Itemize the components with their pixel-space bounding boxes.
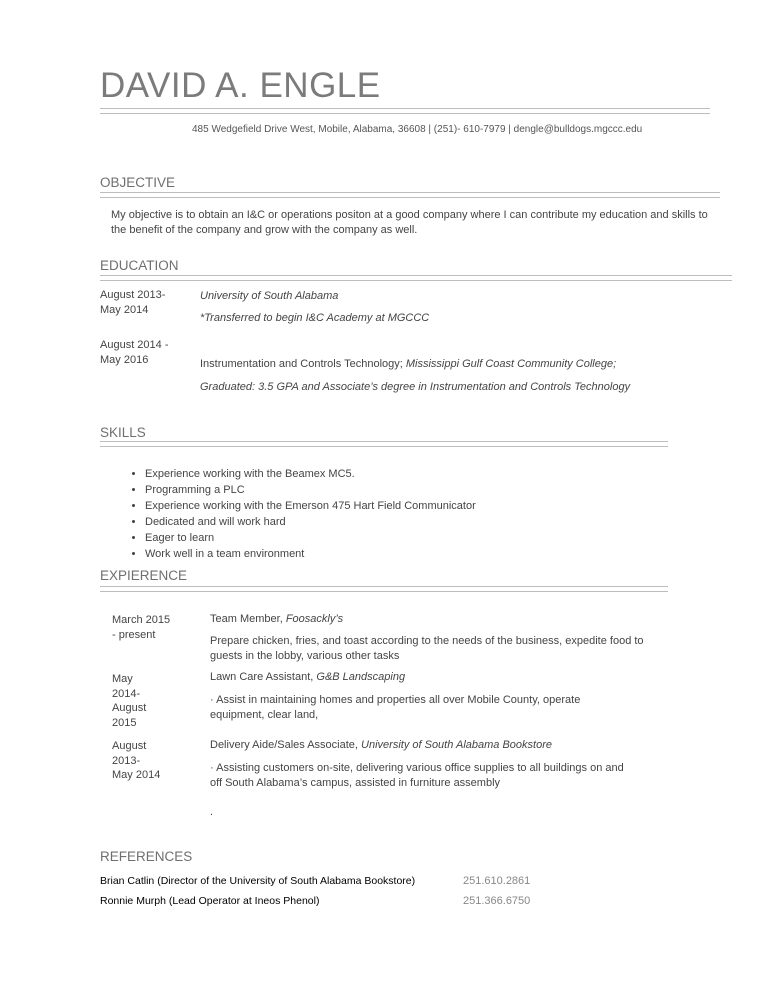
education-date-1: August 2013- May 2014: [100, 289, 166, 316]
experience-description-2: · Assist in maintaining homes and properties all over Mobile County, operate equipment, clear land,: [210, 694, 581, 721]
reference-name-1: Brian Catlin (Director of the University of South Alabama Bookstore): [100, 875, 416, 887]
experience-date-1: March 2015 - present: [112, 614, 171, 641]
experience-divider: [100, 586, 668, 592]
name-divider: [100, 108, 710, 114]
reference-name-2: Ronnie Murph (Lead Operator at Ineos Phenol): [100, 895, 320, 907]
education-program-2: Instrumentation and Controls Technology;: [200, 358, 406, 370]
reference-phone-1: 251.610.2861: [463, 875, 531, 887]
contact-info: 485 Wedgefield Drive West, Mobile, Alabama, 36608 | (251)- 610-7979 | dengle@bulldogs.mgccc.edu: [192, 124, 643, 135]
resume-name: DAVID A. ENGLE: [100, 66, 381, 105]
experience-title-2: [210, 670, 405, 685]
education-divider: [100, 275, 732, 281]
experience-description-3: · Assisting customers on-site, delivering various office supplies to all buildings on and off South Alabama’s campus, assisted in furniture assembly: [210, 762, 624, 789]
experience-employer-3: University of South Alabama Bookstore: [361, 739, 552, 751]
experience-heading: EXPIERENCE: [100, 568, 188, 583]
education-school-1: University of South Alabama: [200, 290, 339, 302]
skill-item: • Programming a PLC: [145, 482, 476, 498]
objective-text: My objective is to obtain an I&C or operations positon at a good company where I can contribute my education and skills to the benefit of the company and grow with the company as well.: [111, 209, 708, 236]
experience-date-2: May 2014- August 2015: [112, 673, 147, 729]
education-note-2: Graduated: 3.5 GPA and Associate’s degree in Instrumentation and Controls Technology: [200, 381, 631, 393]
experience-employer-2: G&B Landscaping: [316, 671, 406, 683]
education-entry-2: [200, 357, 616, 372]
experience-role-3: Delivery Aide/Sales Associate,: [210, 739, 362, 751]
education-date-2: August 2014 -May 2016: [100, 339, 169, 366]
experience-title-1: [210, 612, 343, 627]
references-heading: REFERENCES: [100, 849, 193, 864]
experience-date-3: August 2013- May 2014: [112, 740, 161, 781]
experience-role-2: Lawn Care Assistant,: [210, 671, 317, 683]
objective-heading: OBJECTIVE: [100, 175, 176, 190]
skills-divider: [100, 441, 668, 447]
experience-role-1: Team Member,: [210, 613, 286, 625]
experience-title-3: [210, 738, 552, 753]
objective-divider: [100, 192, 720, 198]
experience-description-1: Prepare chicken, fries, and toast according to the needs of the business, expedite food to guests in the lobby, various other tasks: [210, 635, 644, 662]
education-heading: EDUCATION: [100, 258, 179, 273]
education-note-1: *Transferred to begin I&C Academy at MGCCC: [200, 312, 430, 324]
skill-item: • Eager to learn: [145, 530, 476, 546]
skill-item: • Work well in a team environment: [145, 546, 476, 562]
skills-list: [100, 466, 476, 562]
education-school-2: Mississippi Gulf Coast Community College;: [405, 358, 617, 370]
skill-item: • Experience working with the Emerson 475 Hart Field Communicator: [145, 498, 476, 514]
skills-heading: SKILLS: [100, 425, 146, 440]
reference-phone-2: 251.366.6750: [463, 895, 531, 907]
experience-employer-1: Foosackly’s: [285, 613, 344, 625]
experience-trailing-dot: .: [210, 806, 214, 818]
skill-item: • Experience working with the Beamex MC5.: [145, 466, 476, 482]
skill-item: • Dedicated and will work hard: [145, 514, 476, 530]
